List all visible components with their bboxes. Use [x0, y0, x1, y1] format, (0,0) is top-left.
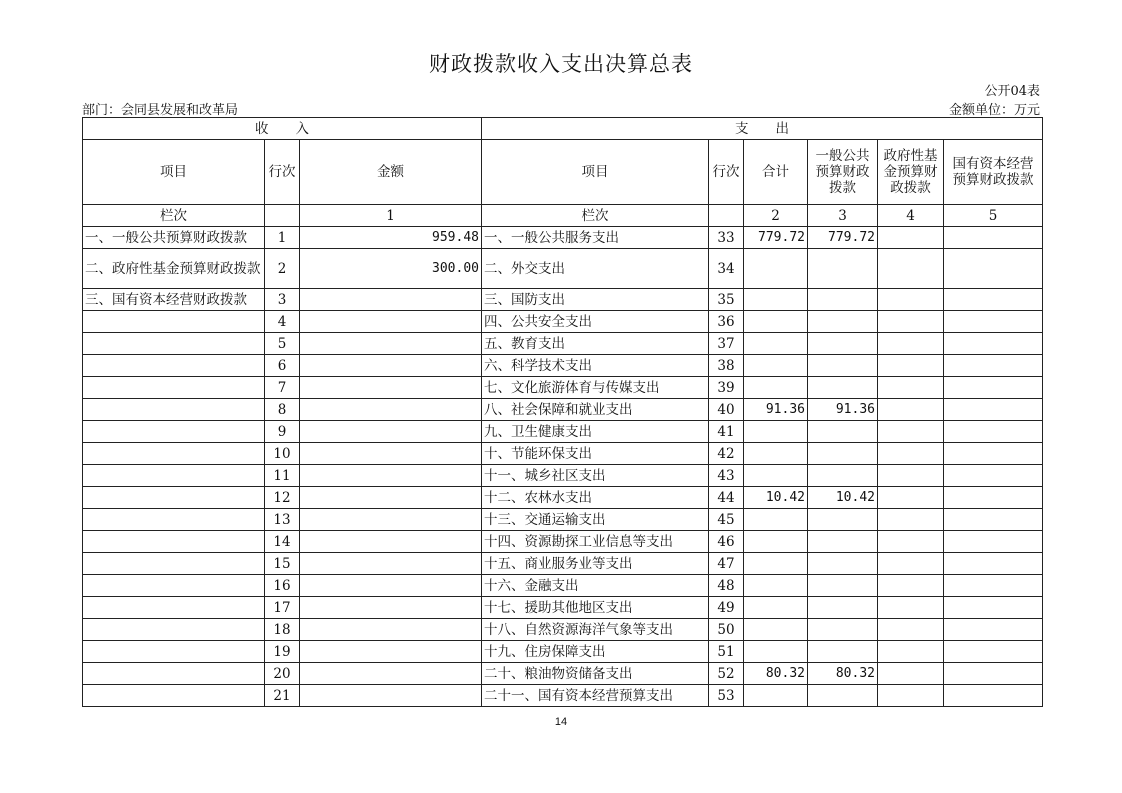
table-row	[83, 333, 1043, 355]
unit-label: 金额单位：万元	[948, 103, 1040, 118]
state-capital-cell	[944, 333, 1043, 355]
total-cell	[744, 465, 808, 487]
expense-item-cell: 七、文化旅游体育与传媒支出	[482, 377, 709, 399]
general-budget-cell	[808, 553, 878, 575]
expense-group-header: 支 出	[482, 118, 1043, 140]
col4-index: 4	[878, 205, 944, 227]
income-line-cell: 11	[265, 465, 300, 487]
total-cell	[744, 289, 808, 311]
expense-item-cell: 十三、交通运输支出	[482, 509, 709, 531]
expense-line-cell: 42	[709, 443, 744, 465]
table-row	[83, 663, 1043, 685]
general-budget-cell	[808, 641, 878, 663]
income-line-cell: 6	[265, 355, 300, 377]
expense-item-cell: 十六、金融支出	[482, 575, 709, 597]
state-capital-cell	[944, 227, 1043, 249]
gov-fund-cell	[878, 443, 944, 465]
income-item-cell	[83, 509, 265, 531]
income-amount-cell	[300, 685, 482, 707]
income-item-cell: 一、一般公共预算财政拨款	[83, 227, 265, 249]
table-row	[83, 641, 1043, 663]
income-col-index: 1	[300, 205, 482, 227]
total-cell	[744, 333, 808, 355]
general-budget-cell	[808, 575, 878, 597]
expense-line-cell: 48	[709, 575, 744, 597]
general-budget-cell	[808, 311, 878, 333]
income-amount-cell	[300, 487, 482, 509]
state-capital-cell	[944, 619, 1043, 641]
state-capital-header: 国有资本经营预算财政拨款	[944, 140, 1043, 205]
expense-line-cell: 45	[709, 509, 744, 531]
expense-item-cell: 八、社会保障和就业支出	[482, 399, 709, 421]
state-capital-cell	[944, 531, 1043, 553]
gov-fund-cell	[878, 575, 944, 597]
gov-fund-cell	[878, 355, 944, 377]
income-line-cell: 2	[265, 249, 300, 289]
total-cell	[744, 531, 808, 553]
expense-line-cell: 38	[709, 355, 744, 377]
gov-fund-cell	[878, 597, 944, 619]
expense-line-header: 行次	[709, 140, 744, 205]
total-cell	[744, 311, 808, 333]
table-row	[83, 399, 1043, 421]
general-budget-cell	[808, 619, 878, 641]
income-line-cell: 8	[265, 399, 300, 421]
expense-item-cell: 一、一般公共服务支出	[482, 227, 709, 249]
income-amount-cell	[300, 421, 482, 443]
table-row	[83, 509, 1043, 531]
gov-fund-cell	[878, 641, 944, 663]
income-index-label: 栏次	[83, 205, 265, 227]
state-capital-cell	[944, 399, 1043, 421]
state-capital-cell	[944, 355, 1043, 377]
income-item-cell	[83, 465, 265, 487]
expense-line-cell: 53	[709, 685, 744, 707]
income-line-cell: 4	[265, 311, 300, 333]
expense-line-cell: 50	[709, 619, 744, 641]
income-item-cell: 二、政府性基金预算财政拨款	[83, 249, 265, 289]
total-cell	[744, 553, 808, 575]
income-item-cell	[83, 443, 265, 465]
income-item-cell	[83, 487, 265, 509]
general-budget-cell	[808, 597, 878, 619]
expense-line-cell: 37	[709, 333, 744, 355]
general-budget-cell: 779.72	[808, 227, 878, 249]
gov-fund-cell	[878, 487, 944, 509]
general-budget-cell	[808, 333, 878, 355]
expense-item-cell: 二、外交支出	[482, 249, 709, 289]
income-item-cell	[83, 663, 265, 685]
income-amount-cell: 300.00	[300, 249, 482, 289]
income-line-cell: 5	[265, 333, 300, 355]
expense-line-cell: 51	[709, 641, 744, 663]
income-line-cell: 21	[265, 685, 300, 707]
state-capital-cell	[944, 289, 1043, 311]
general-budget-cell: 91.36	[808, 399, 878, 421]
income-amount-cell	[300, 663, 482, 685]
expense-item-cell: 四、公共安全支出	[482, 311, 709, 333]
gov-fund-cell	[878, 289, 944, 311]
general-budget-cell	[808, 289, 878, 311]
income-amount-header: 金额	[300, 140, 482, 205]
income-line-cell: 20	[265, 663, 300, 685]
general-budget-header: 一般公共预算财政拨款	[808, 140, 878, 205]
income-line-index	[265, 205, 300, 227]
expense-item-cell: 十、节能环保支出	[482, 443, 709, 465]
income-amount-cell	[300, 553, 482, 575]
income-amount-cell	[300, 641, 482, 663]
expense-line-cell: 39	[709, 377, 744, 399]
gov-fund-cell	[878, 531, 944, 553]
table-row	[83, 597, 1043, 619]
expense-line-cell: 40	[709, 399, 744, 421]
table-row	[83, 619, 1043, 641]
state-capital-cell	[944, 663, 1043, 685]
gov-fund-header: 政府性基金预算财政拨款	[878, 140, 944, 205]
state-capital-cell	[944, 509, 1043, 531]
income-amount-cell	[300, 619, 482, 641]
table-row	[83, 443, 1043, 465]
income-line-cell: 15	[265, 553, 300, 575]
income-item-cell	[83, 399, 265, 421]
col2-index: 2	[744, 205, 808, 227]
income-amount-cell	[300, 377, 482, 399]
state-capital-cell	[944, 421, 1043, 443]
table-row	[83, 531, 1043, 553]
total-cell	[744, 421, 808, 443]
total-cell: 10.42	[744, 487, 808, 509]
gov-fund-cell	[878, 553, 944, 575]
total-cell	[744, 377, 808, 399]
table-row	[83, 227, 1043, 249]
col5-index: 5	[944, 205, 1043, 227]
col3-index: 3	[808, 205, 878, 227]
expense-item-cell: 九、卫生健康支出	[482, 421, 709, 443]
income-line-cell: 9	[265, 421, 300, 443]
expense-line-index	[709, 205, 744, 227]
income-amount-cell	[300, 465, 482, 487]
expense-item-cell: 五、教育支出	[482, 333, 709, 355]
income-item-cell	[83, 619, 265, 641]
total-cell	[744, 355, 808, 377]
income-item-cell	[83, 641, 265, 663]
table-row	[83, 685, 1043, 707]
table-row	[83, 311, 1043, 333]
expense-line-cell: 46	[709, 531, 744, 553]
state-capital-cell	[944, 487, 1043, 509]
expense-line-cell: 44	[709, 487, 744, 509]
expense-line-cell: 35	[709, 289, 744, 311]
total-cell	[744, 509, 808, 531]
gov-fund-cell	[878, 663, 944, 685]
income-line-cell: 16	[265, 575, 300, 597]
income-line-cell: 18	[265, 619, 300, 641]
expense-line-cell: 49	[709, 597, 744, 619]
income-line-cell: 3	[265, 289, 300, 311]
state-capital-cell	[944, 249, 1043, 289]
group-header-row	[83, 118, 1043, 140]
income-item-cell	[83, 597, 265, 619]
general-budget-cell	[808, 377, 878, 399]
column-index-row	[83, 205, 1043, 227]
general-budget-cell	[808, 465, 878, 487]
general-budget-cell	[808, 531, 878, 553]
income-line-cell: 12	[265, 487, 300, 509]
total-cell	[744, 597, 808, 619]
state-capital-cell	[944, 685, 1043, 707]
total-cell	[744, 249, 808, 289]
gov-fund-cell	[878, 311, 944, 333]
table-row	[83, 377, 1043, 399]
expense-index-label: 栏次	[482, 205, 709, 227]
gov-fund-cell	[878, 333, 944, 355]
table-row	[83, 575, 1043, 597]
expense-item-header: 项目	[482, 140, 709, 205]
page-number: 14	[554, 716, 568, 728]
total-header: 合计	[744, 140, 808, 205]
income-item-cell: 三、国有资本经营财政拨款	[83, 289, 265, 311]
general-budget-cell	[808, 421, 878, 443]
state-capital-cell	[944, 443, 1043, 465]
table-row	[83, 289, 1043, 311]
gov-fund-cell	[878, 421, 944, 443]
income-amount-cell	[300, 575, 482, 597]
expense-item-cell: 十七、援助其他地区支出	[482, 597, 709, 619]
income-amount-cell	[300, 289, 482, 311]
income-item-cell	[83, 421, 265, 443]
total-cell	[744, 443, 808, 465]
general-budget-cell	[808, 355, 878, 377]
general-budget-cell	[808, 443, 878, 465]
page-title: 财政拨款收入支出决算总表	[429, 52, 693, 76]
income-item-cell	[83, 553, 265, 575]
expense-item-cell: 十四、资源勘探工业信息等支出	[482, 531, 709, 553]
income-amount-cell	[300, 509, 482, 531]
total-cell: 80.32	[744, 663, 808, 685]
table-row	[83, 249, 1043, 289]
gov-fund-cell	[878, 465, 944, 487]
state-capital-cell	[944, 597, 1043, 619]
income-line-cell: 14	[265, 531, 300, 553]
general-budget-cell	[808, 249, 878, 289]
expense-item-cell: 二十、粮油物资储备支出	[482, 663, 709, 685]
income-amount-cell	[300, 531, 482, 553]
department-label: 部门：会同县发展和改革局	[82, 103, 239, 118]
expense-item-cell: 十八、自然资源海洋气象等支出	[482, 619, 709, 641]
expense-line-cell: 36	[709, 311, 744, 333]
expense-line-cell: 47	[709, 553, 744, 575]
income-line-cell: 7	[265, 377, 300, 399]
column-header-row	[83, 140, 1043, 205]
gov-fund-cell	[878, 619, 944, 641]
income-line-cell: 17	[265, 597, 300, 619]
income-amount-cell	[300, 399, 482, 421]
total-cell: 779.72	[744, 227, 808, 249]
income-item-cell	[83, 685, 265, 707]
table-row	[83, 421, 1043, 443]
state-capital-cell	[944, 641, 1043, 663]
gov-fund-cell	[878, 249, 944, 289]
total-cell	[744, 685, 808, 707]
income-item-cell	[83, 531, 265, 553]
income-line-cell: 19	[265, 641, 300, 663]
gov-fund-cell	[878, 227, 944, 249]
income-amount-cell: 959.48	[300, 227, 482, 249]
expense-line-cell: 34	[709, 249, 744, 289]
general-budget-cell	[808, 685, 878, 707]
total-cell: 91.36	[744, 399, 808, 421]
state-capital-cell	[944, 311, 1043, 333]
income-item-header: 项目	[83, 140, 265, 205]
income-amount-cell	[300, 597, 482, 619]
state-capital-cell	[944, 575, 1043, 597]
expense-line-cell: 52	[709, 663, 744, 685]
income-item-cell	[83, 575, 265, 597]
form-code: 公开04表	[984, 84, 1040, 99]
income-amount-cell	[300, 311, 482, 333]
gov-fund-cell	[878, 509, 944, 531]
expense-item-cell: 二十一、国有资本经营预算支出	[482, 685, 709, 707]
income-amount-cell	[300, 443, 482, 465]
income-item-cell	[83, 311, 265, 333]
state-capital-cell	[944, 465, 1043, 487]
expense-line-cell: 33	[709, 227, 744, 249]
table-row	[83, 487, 1043, 509]
gov-fund-cell	[878, 399, 944, 421]
expense-item-cell: 六、科学技术支出	[482, 355, 709, 377]
expense-item-cell: 十二、农林水支出	[482, 487, 709, 509]
table-row	[83, 355, 1043, 377]
state-capital-cell	[944, 377, 1043, 399]
income-item-cell	[83, 333, 265, 355]
income-line-cell: 13	[265, 509, 300, 531]
state-capital-cell	[944, 553, 1043, 575]
income-line-cell: 1	[265, 227, 300, 249]
income-group-header: 收 入	[83, 118, 482, 140]
general-budget-cell: 80.32	[808, 663, 878, 685]
income-amount-cell	[300, 355, 482, 377]
table-row	[83, 465, 1043, 487]
expense-item-cell: 三、国防支出	[482, 289, 709, 311]
table-row	[83, 553, 1043, 575]
income-line-header: 行次	[265, 140, 300, 205]
expense-line-cell: 41	[709, 421, 744, 443]
total-cell	[744, 619, 808, 641]
expense-item-cell: 十九、住房保障支出	[482, 641, 709, 663]
gov-fund-cell	[878, 377, 944, 399]
total-cell	[744, 575, 808, 597]
general-budget-cell	[808, 509, 878, 531]
income-line-cell: 10	[265, 443, 300, 465]
expense-item-cell: 十五、商业服务业等支出	[482, 553, 709, 575]
income-amount-cell	[300, 333, 482, 355]
gov-fund-cell	[878, 685, 944, 707]
finance-table	[82, 117, 1043, 707]
total-cell	[744, 641, 808, 663]
general-budget-cell: 10.42	[808, 487, 878, 509]
expense-line-cell: 43	[709, 465, 744, 487]
expense-item-cell: 十一、城乡社区支出	[482, 465, 709, 487]
income-item-cell	[83, 377, 265, 399]
income-item-cell	[83, 355, 265, 377]
